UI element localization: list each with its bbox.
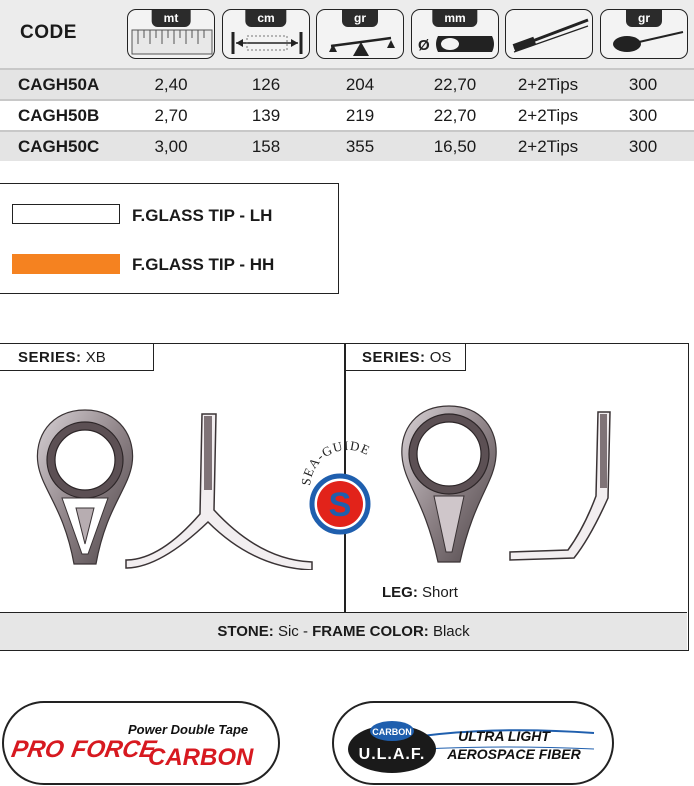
stone-value: Sic — [277, 623, 299, 640]
spec-table — [0, 0, 694, 161]
watermark-letter: S — [328, 486, 352, 524]
hh-legend-label: F.GLASS TIP - HH — [132, 255, 275, 274]
frame-color-label: FRAME COLOR: — [312, 623, 429, 640]
ulaf-line2: AEROSPACE FIBER — [447, 746, 581, 762]
leg-label: LEG: — [382, 584, 418, 601]
code-cell: CAGH50B — [18, 106, 100, 125]
lh-color-swatch — [12, 204, 120, 224]
stone-label: STONE: — [217, 623, 274, 640]
table-row — [0, 132, 694, 161]
tip-legend — [0, 183, 339, 294]
sections-cell: 2+2Tips — [517, 137, 579, 156]
length-cell: 2,40 — [154, 75, 188, 94]
lh-legend-label: F.GLASS TIP - LH — [132, 206, 273, 225]
series-xb-label: SERIES: — [18, 349, 82, 366]
transport-length-icon — [222, 9, 310, 59]
weight-cell: 355 — [345, 137, 375, 156]
ulaf-line1: ULTRA LIGHT — [458, 728, 550, 744]
weight-cell: 219 — [345, 106, 375, 125]
series-os-value: OS — [429, 349, 452, 366]
leg-value: Short — [422, 584, 458, 601]
butt-diameter-icon — [411, 9, 499, 59]
diameter-prefix: Ø — [418, 37, 430, 54]
diameter-cell: 22,70 — [433, 75, 477, 94]
xb-guide-side-drawing — [120, 410, 320, 570]
casting-weight-icon — [600, 9, 688, 59]
casting-cell: 300 — [628, 106, 658, 125]
sections-icon — [505, 9, 593, 59]
table-header-row — [0, 0, 694, 68]
proforce-carbon-text: CARBON — [148, 744, 254, 771]
series-os-tab — [346, 344, 466, 371]
diameter-unit-label: mm — [432, 10, 477, 27]
frame-color-value: Black — [432, 623, 470, 640]
weight-unit-label: gr — [342, 10, 378, 27]
transport-cell: 139 — [251, 106, 281, 125]
ulaf-badge-main: U.L.A.F. — [358, 746, 426, 763]
sea-guide-watermark — [292, 436, 402, 546]
casting-cell: 300 — [628, 137, 658, 156]
proforce-force-text: FORCE — [69, 736, 159, 763]
table-row — [0, 101, 694, 130]
transport-cell: 126 — [251, 75, 281, 94]
sections-cell: 2+2Tips — [517, 75, 579, 94]
proforce-pro-text: PRO — [9, 736, 67, 763]
series-os-label: SERIES: — [362, 349, 426, 366]
transport-unit-label: cm — [245, 10, 286, 27]
table-row — [0, 70, 694, 99]
watermark-text: SEA-GUIDE — [297, 437, 373, 487]
weight-cell: 204 — [345, 75, 375, 94]
sections-cell: 2+2Tips — [517, 106, 579, 125]
transport-cell: 158 — [251, 137, 281, 156]
casting-cell: 300 — [628, 75, 658, 94]
length-cell: 2,70 — [154, 106, 188, 125]
code-cell: CAGH50C — [18, 137, 100, 156]
weight-balance-icon — [316, 9, 404, 59]
series-xb-value: XB — [85, 349, 106, 366]
ulaf-carbon-logo — [332, 701, 614, 785]
casting-unit-label: gr — [626, 10, 662, 27]
proforce-carbon-logo — [2, 701, 280, 785]
code-column-header: CODE — [20, 22, 77, 43]
os-guide-side-drawing — [506, 408, 616, 568]
code-cell: CAGH50A — [18, 75, 100, 94]
length-unit-label: mt — [152, 10, 191, 27]
hh-color-swatch — [12, 254, 120, 274]
os-guide-front-drawing — [394, 402, 504, 572]
ulaf-badge-top: CARBON — [372, 727, 412, 737]
guide-series-panel — [0, 343, 689, 651]
diameter-cell: 16,50 — [433, 137, 477, 156]
length-cell: 3,00 — [154, 137, 188, 156]
length-ruler-icon — [127, 9, 215, 59]
spec-separator: - — [302, 623, 308, 640]
leg-spec — [382, 584, 458, 601]
proforce-tagline: Power Double Tape — [128, 722, 249, 737]
stone-frame-bar — [0, 612, 687, 650]
diameter-cell: 22,70 — [433, 106, 477, 125]
series-xb-tab — [0, 344, 154, 371]
